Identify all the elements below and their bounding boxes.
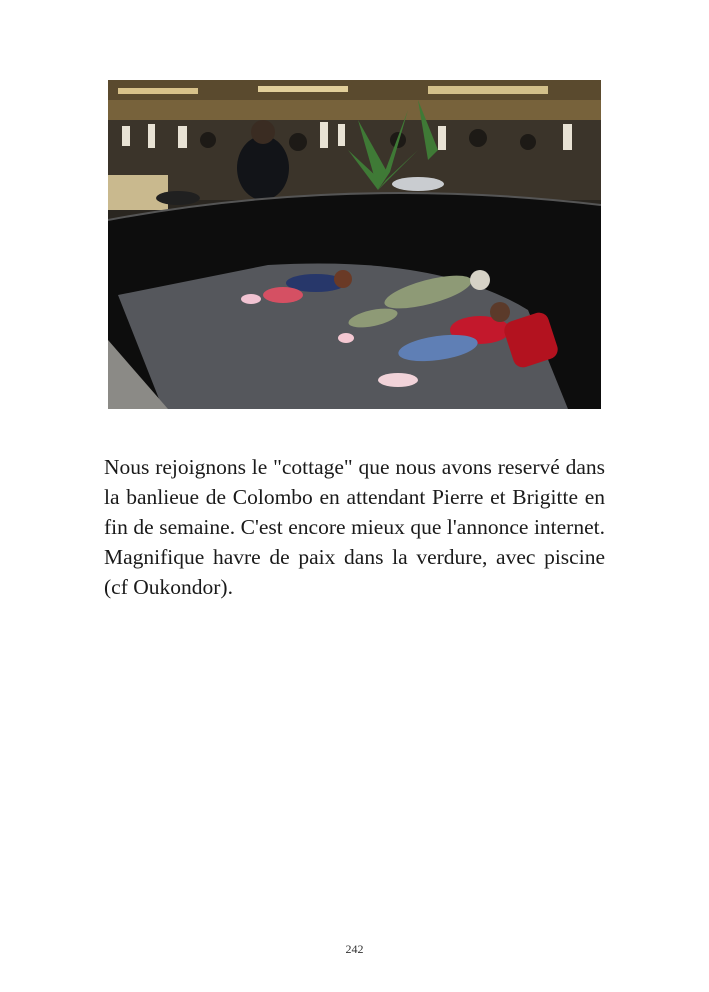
- body-paragraph: Nous rejoignons le "cottage" que nous avons reservé dans la banlieue de Colombo en attendant Pierre et Brigitte en fin de semaine. C'est encore mieux que l'annonce internet. Magnifique havre de paix dans la verdure, avec piscine (cf Oukondor).: [104, 455, 605, 599]
- photo-airport-children-sleeping: [108, 80, 601, 409]
- page-number: 242: [345, 942, 364, 956]
